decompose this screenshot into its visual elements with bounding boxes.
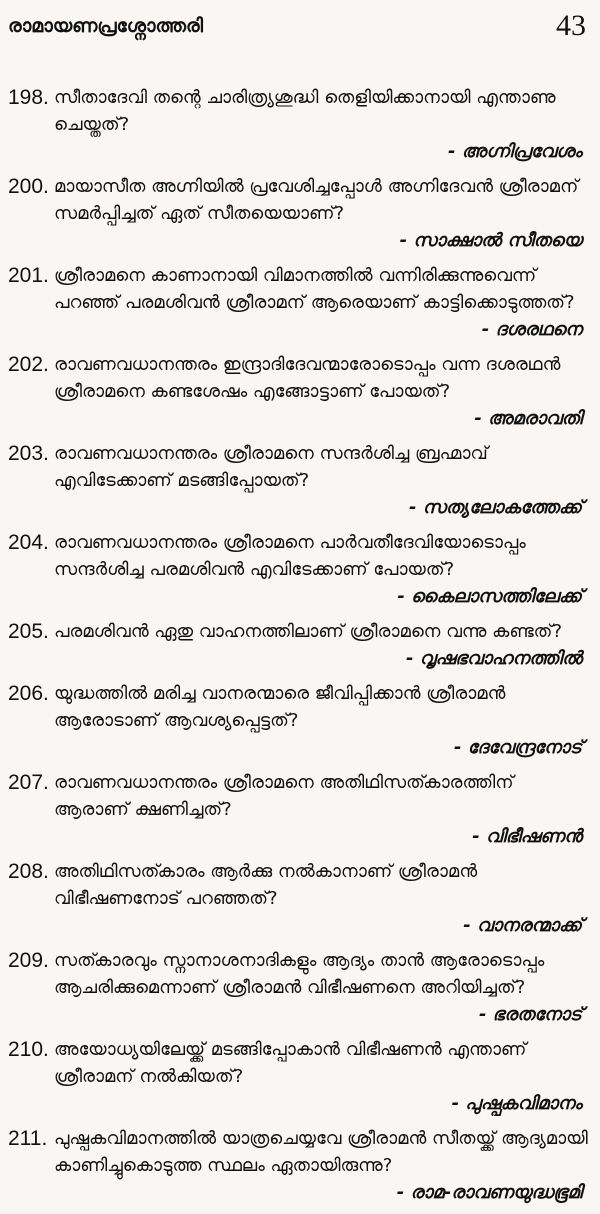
question-text: പുഷ്പകവിമാനത്തിൽ യാത്രചെയ്യവേ ശ്രീരാമൻ സീതയ്ക്ക് ആദ്യമായി കാണിച്ചുകൊടുത്ത സ്ഥലം ഏതായിരുന്നു?	[54, 1128, 588, 1176]
question-answer-list	[0, 84, 600, 1214]
qa-item-206	[0, 680, 600, 761]
answer-text: - പുഷ്പകവിമാനം	[451, 1093, 582, 1114]
question-text: രാവണവധാനന്തരം ശ്രീരാമനെ പാർവതീദേവിയോടൊപ്പം സന്ദർശിച്ച പരമശിവൻ എവിടേക്കാണ് പോയത്?	[54, 532, 526, 580]
running-title: രാമായണപ്രശ്നോത്തരി	[8, 15, 203, 37]
answer-text: - ദശരഥനെ	[481, 319, 582, 340]
answer-text: - അമരാവതി	[474, 408, 582, 429]
question-number: 200.	[8, 175, 49, 198]
question-number: 201.	[8, 264, 49, 287]
question-number: 205.	[8, 620, 49, 643]
question-number: 203.	[8, 442, 49, 465]
question-number: 202.	[8, 353, 49, 376]
question-number: 206.	[8, 682, 49, 705]
qa-item-201	[0, 262, 600, 343]
question-number: 211.	[8, 1127, 48, 1150]
qa-item-203	[0, 440, 600, 521]
answer-text: - വാനരന്മാക്ക്	[463, 915, 582, 936]
answer-text: - വിഭീഷണൻ	[472, 826, 582, 847]
question-row	[0, 618, 600, 645]
question-row	[0, 440, 600, 494]
question-row	[0, 858, 600, 912]
question-row	[0, 351, 600, 405]
question-text: രാവണവധാനന്തരം ശ്രീരാമനെ സന്ദർശിച്ച ബ്രഹ്മാവ് എവിടേക്കാണ് മടങ്ങിപ്പോയത്?	[54, 443, 488, 491]
answer-text: - അഗ്നിപ്രവേശം	[448, 141, 582, 162]
answer-text: - രാമ-രാവണയുദ്ധഭൂമി	[396, 1182, 582, 1203]
question-number: 204.	[8, 531, 49, 554]
question-row	[0, 173, 600, 227]
question-text: ശ്രീരാമനെ കാണാനായി വിമാനത്തിൽ വന്നിരിക്കുന്നുവെന്ന് പറഞ്ഞ് പരമശിവൻ ശ്രീരാമന് ആരെയാണ് കാട്ടിക്കൊടുത്തത്?	[54, 265, 575, 313]
question-number: 208.	[8, 860, 49, 883]
question-number: 209.	[8, 949, 49, 972]
qa-item-204	[0, 529, 600, 610]
qa-item-202	[0, 351, 600, 432]
answer-text: - ദേവേന്ദ്രനോട്	[453, 737, 582, 758]
answer-text: - സാക്ഷാൽ സീതയെ	[399, 230, 582, 251]
question-row	[0, 84, 600, 138]
question-text: അതിഥിസത്കാരം ആർക്കു നൽകാനാണ് ശ്രീരാമൻ വിഭീഷണനോട് പറഞ്ഞത്?	[54, 861, 478, 909]
question-row	[0, 947, 600, 1001]
question-number: 210.	[8, 1038, 49, 1061]
qa-item-205	[0, 618, 600, 672]
question-row	[0, 1125, 600, 1179]
question-row	[0, 262, 600, 316]
question-row	[0, 680, 600, 734]
qa-item-210	[0, 1036, 600, 1117]
question-row	[0, 529, 600, 583]
qa-item-200	[0, 173, 600, 254]
question-number: 207.	[8, 771, 49, 794]
qa-item-208	[0, 858, 600, 939]
page-number: 43	[556, 9, 586, 42]
question-text: മായാസീത അഗ്നിയിൽ പ്രവേശിച്ചപ്പോൾ അഗ്നിദേവൻ ശ്രീരാമന് സമർപ്പിച്ചത് ഏത് സീതയെയാണ്?	[54, 176, 579, 224]
question-row	[0, 769, 600, 823]
question-text: അയോധ്യയിലേയ്ക്ക് മടങ്ങിപ്പോകാൻ വിഭീഷണൻ എന്താണ് ശ്രീരാമന് നൽകിയത്?	[54, 1039, 527, 1087]
question-text: രാവണവധാനന്തരം ഇന്ദ്രാദിദേവന്മാരോടൊപ്പം വന്ന ദശരഥൻ ശ്രീരാമനെ കണ്ടശേഷം എങ്ങോട്ടാണ് പോയത്?	[54, 354, 561, 402]
question-text: സീതാദേവി തന്റെ ചാരിത്ര്യശുദ്ധി തെളിയിക്കാനായി എന്താണു ചെയ്തത്?	[54, 87, 556, 135]
answer-text: - ഭരതനോട്	[478, 1004, 582, 1025]
question-text: പരമശിവൻ ഏതു വാഹനത്തിലാണ് ശ്രീരാമനെ വന്നു കണ്ടത്?	[54, 621, 563, 642]
qa-item-198	[0, 84, 600, 165]
question-text: യുദ്ധത്തിൽ മരിച്ച വാനരന്മാരെ ജീവിപ്പിക്കാൻ ശ്രീരാമൻ ആരോടാണ് ആവശ്യപ്പെട്ടത്?	[54, 683, 506, 731]
question-text: രാവണവധാനന്തരം ശ്രീരാമനെ അതിഥിസത്കാരത്തിന് ആരാണ് ക്ഷണിച്ചത്?	[54, 772, 514, 820]
question-text: സത്കാരവും സ്നാനാശനാദികളും ആദ്യം താൻ ആരോടൊപ്പം ആചരിക്കുമെന്നാണ് ശ്രീരാമൻ വിഭീഷണനെ അറിയിച്ചത്?	[54, 950, 545, 998]
qa-item-207	[0, 769, 600, 850]
answer-text: - സത്യലോകത്തേക്ക്	[409, 497, 582, 518]
qa-item-211	[0, 1125, 600, 1206]
question-number: 198.	[8, 86, 49, 109]
answer-text: - കൈലാസത്തിലേക്ക്	[397, 586, 582, 607]
answer-text: - വൃഷഭവാഹനത്തിൽ	[405, 648, 582, 669]
qa-item-209	[0, 947, 600, 1028]
